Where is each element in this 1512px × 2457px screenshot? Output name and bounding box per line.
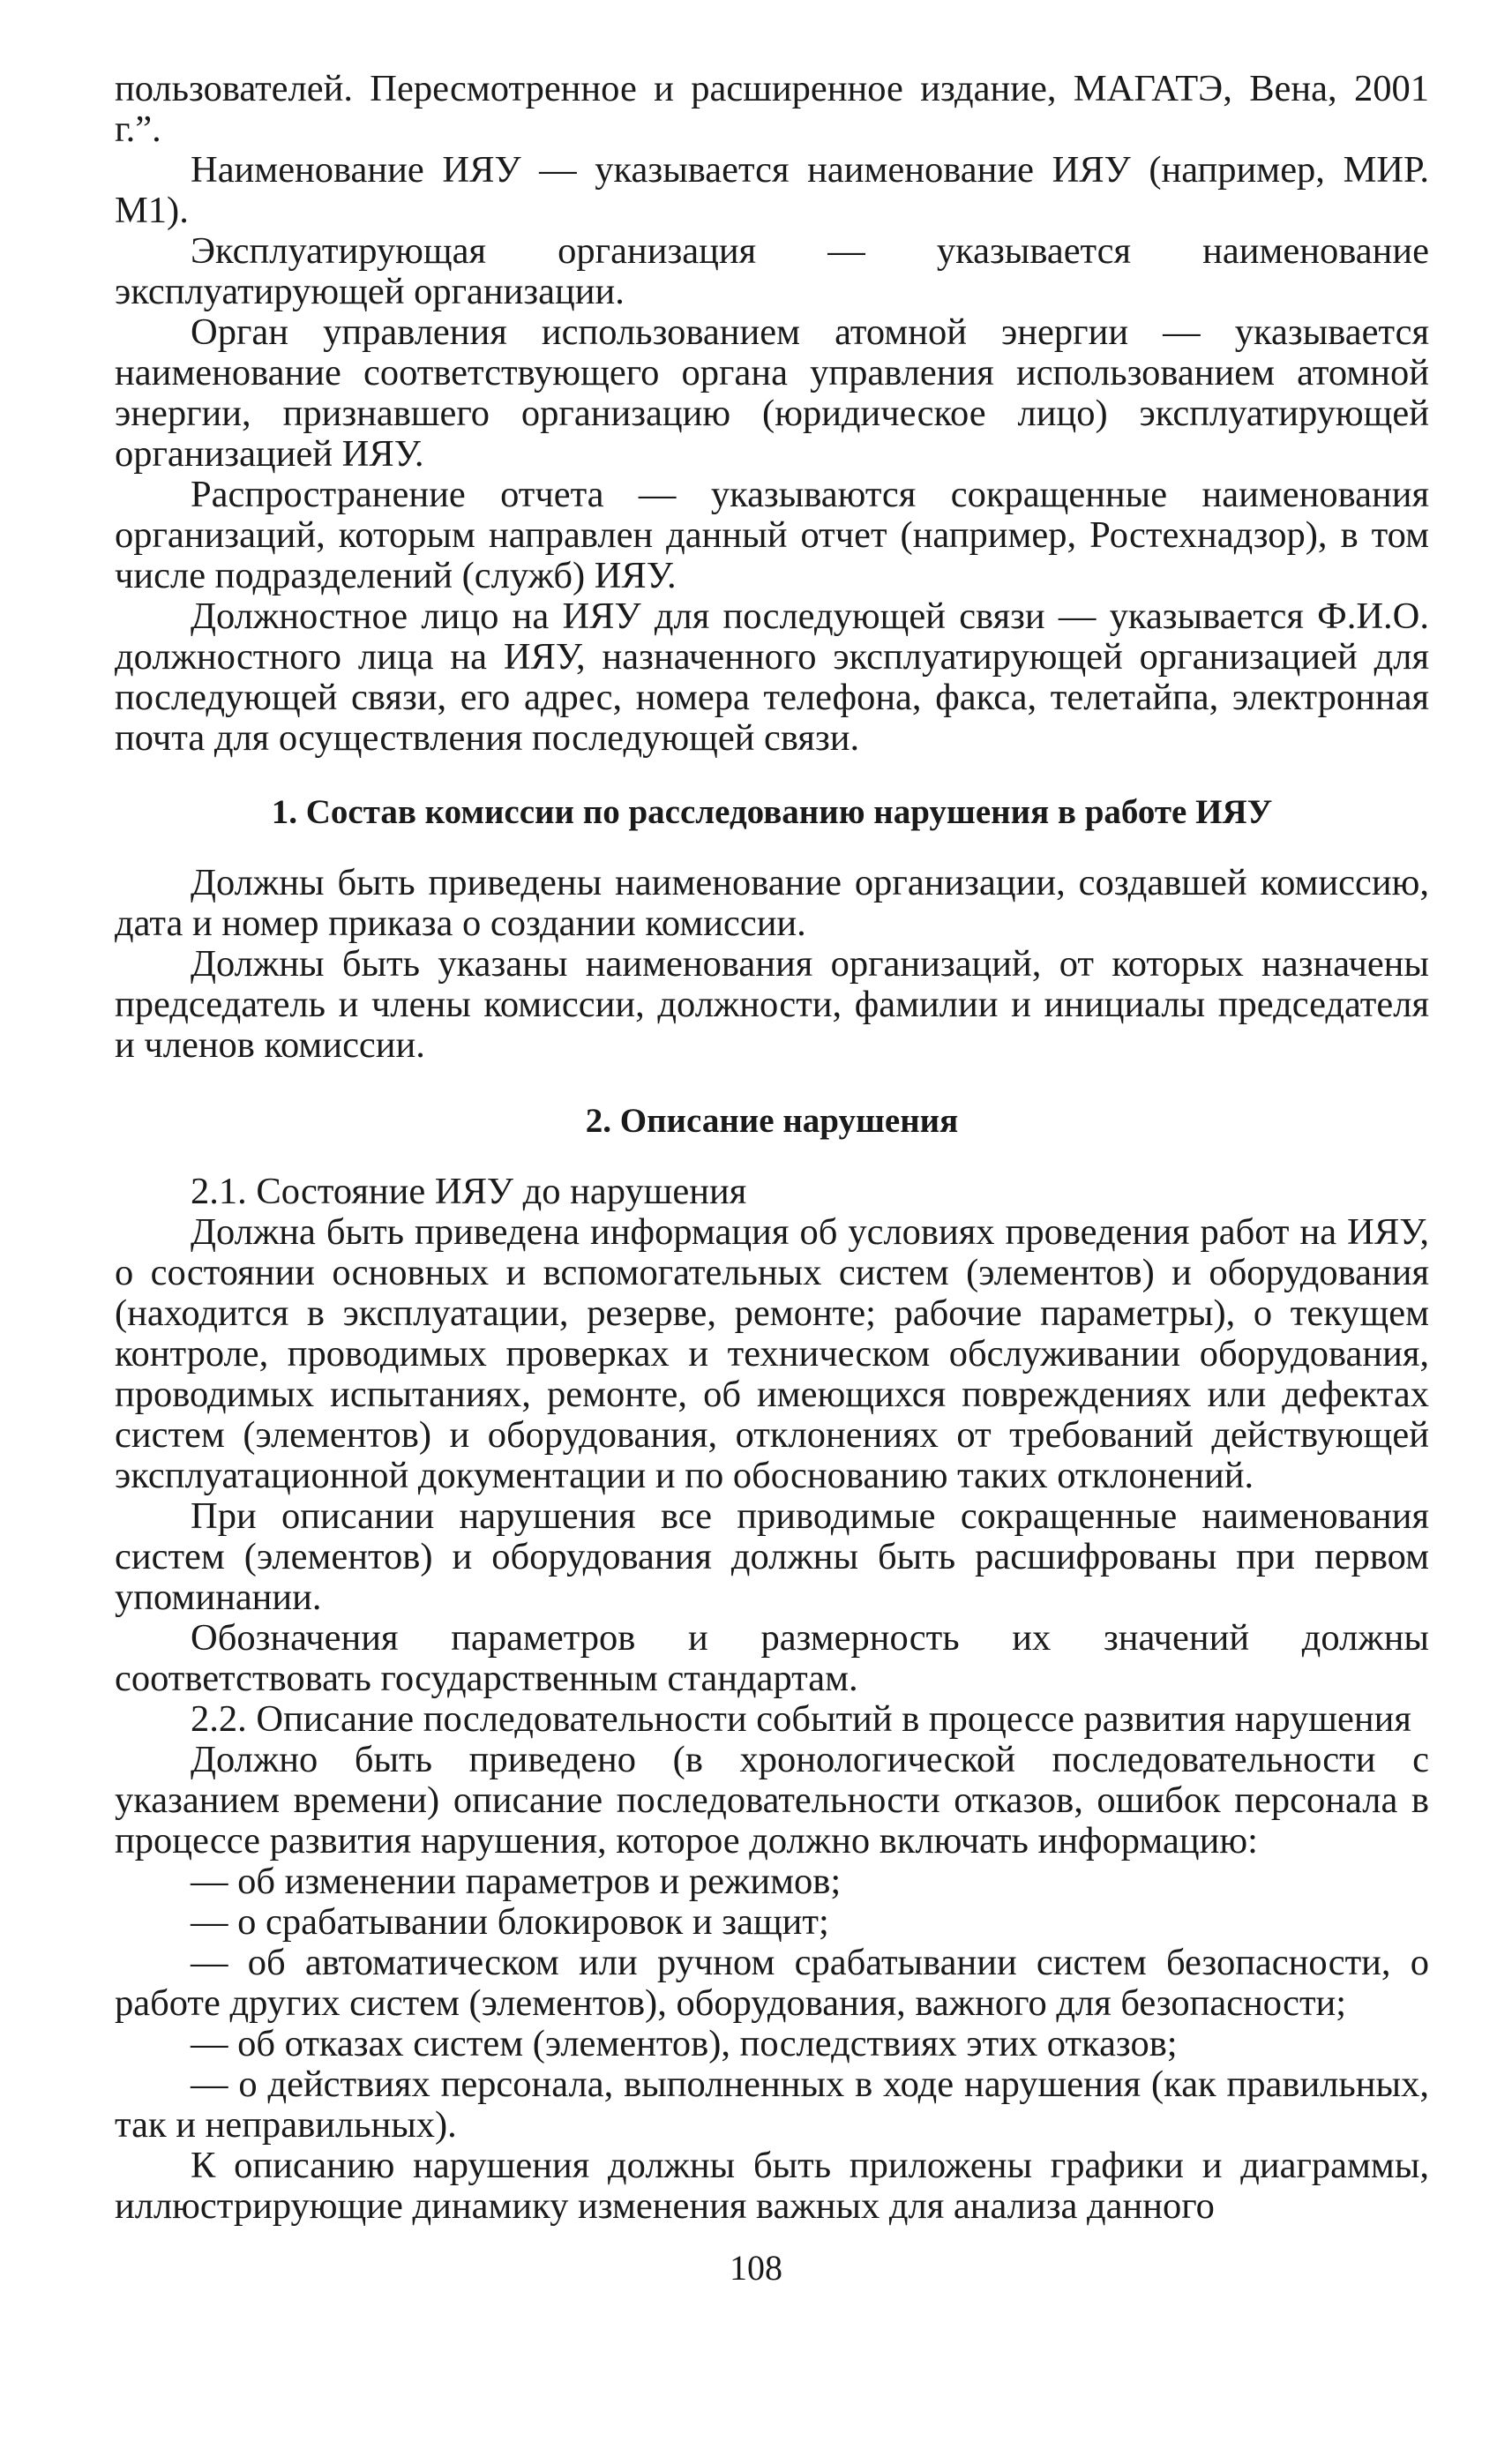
subsection-2-1-title: 2.1. Состояние ИЯУ до нарушения: [191, 1171, 747, 1212]
intro-paragraph-4: Орган управления использованием атомной энергии — указывается наименование соответствующего органа управления использованием атомной энергии, признавшего организацию (юридическое лицо) эксплуатирующей организацией ИЯУ.: [115, 311, 1429, 475]
section-2-paragraph-1: Должна быть приведена информация об условиях проведения работ на ИЯУ, о состоянии основных и вспомогательных систем (элементов) и оборудования (находится в эксплуатации, резерве, ремонте; рабочие параметры), о текущем контроле, проводимых проверках и техническом обслуживании оборудования, проводимых испытаниях, ремонте, об имеющихся повреждениях или дефектах систем (элементов) и оборудования, отклонениях от требований действующей эксплуатационной документации и по обоснованию таких отклонений.: [115, 1211, 1429, 1496]
list-item: — об автоматическом или ручном срабатывании систем безопасности, о работе других систем (элементов), оборудования, важного для безопасности;: [115, 1942, 1429, 2024]
page-number: 108: [730, 2248, 782, 2288]
intro-paragraph-3: Эксплуатирующая организация — указывается наименование эксплуатирующей организации.: [115, 230, 1429, 312]
section-2-heading: 2. Описание нарушения: [585, 1102, 959, 1140]
subsection-2-2-title: 2.2. Описание последовательности событий в процессе развития нарушения: [191, 1698, 1411, 1740]
section-1-paragraph-1: Должны быть приведены наименование организации, создавшей комиссию, дата и номер приказа о создании комиссии.: [115, 862, 1429, 944]
section-2-paragraph-3: Обозначения параметров и размерность их значений должны соответствовать государственным стандартам.: [115, 1617, 1429, 1699]
intro-paragraph-5: Распространение отчета — указываются сокращенные наименования организаций, которым направлен данный отчет (например, Ростехнадзор), в том числе подразделений (служб) ИЯУ.: [115, 474, 1429, 596]
section-2-paragraph-2: При описании нарушения все приводимые сокращенные наименования систем (элементов) и оборудования должны быть расшифрованы при первом упоминании.: [115, 1495, 1429, 1618]
list-item: — об отказах систем (элементов), последствиях этих отказов;: [191, 2023, 1178, 2064]
list-item: — о срабатывании блокировок и защит;: [191, 1901, 829, 1943]
section-1-paragraph-2: Должны быть указаны наименования организаций, от которых назначены председатель и члены комиссии, должности, фамилии и инициалы председателя и членов комиссии.: [115, 943, 1429, 1066]
list-item: — об изменении параметров и режимов;: [191, 1861, 842, 1902]
intro-paragraph-2: Наименование ИЯУ — указывается наименование ИЯУ (например, МИР. М1).: [115, 149, 1429, 231]
page-content: [115, 69, 1429, 2227]
section-2-paragraph-4: Должно быть приведено (в хронологической последовательности с указанием времени) описание последовательности отказов, ошибок персонала в процессе развития нарушения, которое должно включать информацию:: [115, 1739, 1429, 1861]
intro-paragraph-6: Должностное лицо на ИЯУ для последующей связи — указывается Ф.И.О. должностного лица на ИЯУ, назначенного эксплуатирующей организацией для последующей связи, его адрес, номера телефона, факса, телетайпа, электронная почта для осуществления последующей связи.: [115, 596, 1429, 759]
section-1-heading: 1. Состав комиссии по расследованию нарушения в работе ИЯУ: [271, 793, 1273, 831]
section-2-paragraph-5: К описанию нарушения должны быть приложены графики и диаграммы, иллюстрирующие динамику изменения важных для анализа данного: [115, 2145, 1429, 2227]
list-item: — о действиях персонала, выполненных в ходе нарушения (как правильных, так и неправильных).: [115, 2064, 1429, 2146]
intro-paragraph-1: пользователей. Пересмотренное и расширенное издание, МАГАТЭ, Вена, 2001 г.”.: [115, 68, 1429, 150]
